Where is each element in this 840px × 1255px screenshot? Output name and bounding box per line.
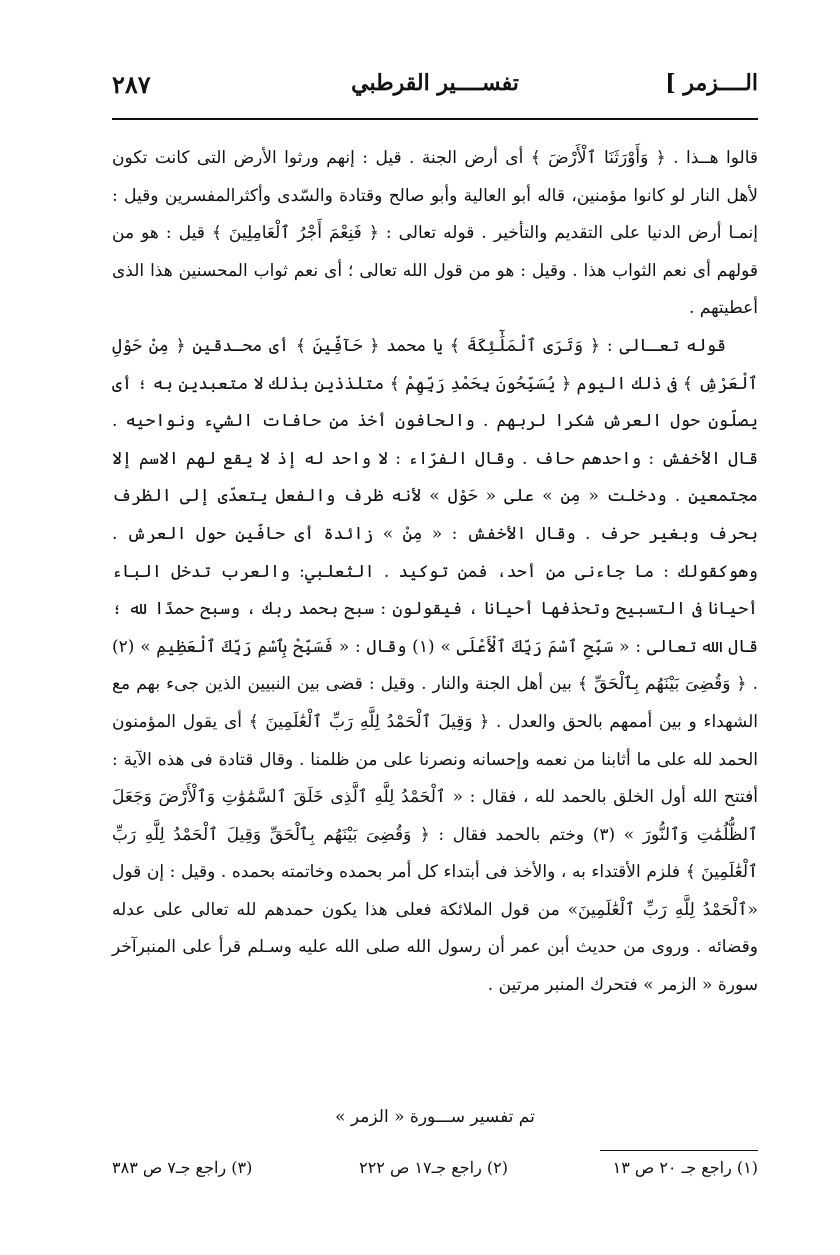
footnote-2: (٢) راجع جـ١٧ ص ٢٢٢ <box>359 1158 508 1177</box>
closing-line: تم تفسير ســـورة « الزمر » <box>335 1107 535 1127</box>
footnote-1: (١) راجع جـ ٢٠ ص ١٣ <box>612 1158 758 1177</box>
footnote-divider <box>600 1150 758 1151</box>
footnotes <box>112 1158 758 1188</box>
header-divider <box>112 118 758 120</box>
footnote-3: (٣) راجع جـ٧ ص ٣٨٣ <box>112 1158 253 1177</box>
paragraph-2: قوله تعـالى : ﴿ وَتَرَى ٱلْمَلَٰٓئِكَةَ ﴾ يا محمد ﴿ حَآفِّينَ ﴾ أى محـدقين ﴿ مِنْ حَوْلِ ٱلْعَرْشِ ﴾ فى ذلك اليوم ﴿ يُسَبِّحُونَ بِحَمْدِ رَبِّهِمْ ﴾ متلذذين بذلك لا متعبدين به ؛ أى يصلّون حول العرش شكرا لربهم . والحافون أخذ من حافات الشيء ونواحيه . قال الأخفش : واحدهم حاف . وقال الفرّاء : لا واحد له إذ لا يقع لهم الاسم إلا مجتمعين . ودخلت « مِن » على « حَوْل » لأنه ظرف والفعل يتعدّى إلى الظرف بحرف وبغير حرف . وقال الأخفش : « مِنْ » زائدة أى حافّين حول العرش . وهوكقولك : ما جاءنى من أحد، فمن توكيد . الثعلبي: والعرب تدخل الباء أحيانا فى التسبيح وتحذفها أحيانا ، فيقولون : سبح بحمد ربك ، وسبح حمدًا لله ؛ قال الله تعالى : « سَبِّحِ ٱسْمَ رَبِّكَ ٱلْأَعْلَى » (١) وقال : « فَسَبِّحْ بِٱسْمِ رَبِّكَ ٱلْعَظِيمِ » (٢) . ﴿ وَقُضِىَ بَيْنَهُم بِٱلْحَقِّ ﴾ بين أهل الجنة والنار . وقيل : قضى بين النبيين الذين جىء بهم مع الشهداء و بين أممهم بالحق والعدل . ﴿ وَقِيلَ ٱلْحَمْدُ لِلَّهِ رَبِّ ٱلْعَٰلَمِينَ ﴾ أى يقول المؤمنون الحمد لله على ما أثابنا من نعمه وإحسانه ونصرنا على من ظلمنا . وقال قتادة فى هذه الآية : أفتتح الله أول الخلق بالحمد لله ، فقال : « ٱلْحَمْدُ لِلَّهِ ٱلَّذِى خَلَقَ ٱلسَّمَٰوَٰتِ وَٱلْأَرْضَ وَجَعَلَ ٱلظُّلُمَٰتِ وَٱلنُّورَ » (٣) وختم بالحمد فقال : ﴿ وَقُضِىَ بَيْنَهُم بِٱلْحَقِّ وَقِيلَ ٱلْحَمْدُ لِلَّهِ رَبِّ ٱلْعَٰلَمِينَ ﴾ فلزم الأقتداء به ، والأخذ فى أبتداء كل أمر بحمده وخاتمته بحمده . وقيل : إن قول «ٱلْحَمْدُ لِلَّهِ رَبِّ ٱلْعَٰلَمِينَ» من قول الملائكة فعلى هذا يكون حمدهم لله تعالى على عدله وقضائه . وروى من حديث أبن عمر أن رسول الله صلى الله عليه وسـلم قرأ على المنبرآخر سورة « الزمر » فتحرك المنبر مرتين . <box>112 335 759 996</box>
page-number: ٢٨٧ <box>112 70 151 99</box>
surah-name: الــــزمر ] <box>665 70 758 96</box>
page-header <box>112 70 758 118</box>
book-title: تفســــير القرطبي <box>351 70 519 96</box>
main-text <box>112 140 758 1005</box>
paragraph-1: قالوا هــذا . ﴿ وَأَوْرَثَنَا ٱلْأَرْضَ ﴾ أى أرض الجنة . قيل : إنهم ورثوا الأرض التى كانت تكون لأهل النار لو كانوا مؤمنين، قاله أبو العالية وأبو صالح وقتادة والسّدى وأكثرالمفسرين وقيل : إنمـا أرض الدنيا على التقديم والتأخير . قوله تعالى : ﴿ فَنِعْمَ أَجْرُ ٱلْعَامِلِينَ ﴾ قيل : هو من قولهم أى نعم الثواب هذا . وقيل : هو من قول الله تعالى ؛ أى نعم ثواب المحسنين هذا الذى أعطيتهم . <box>112 148 758 319</box>
